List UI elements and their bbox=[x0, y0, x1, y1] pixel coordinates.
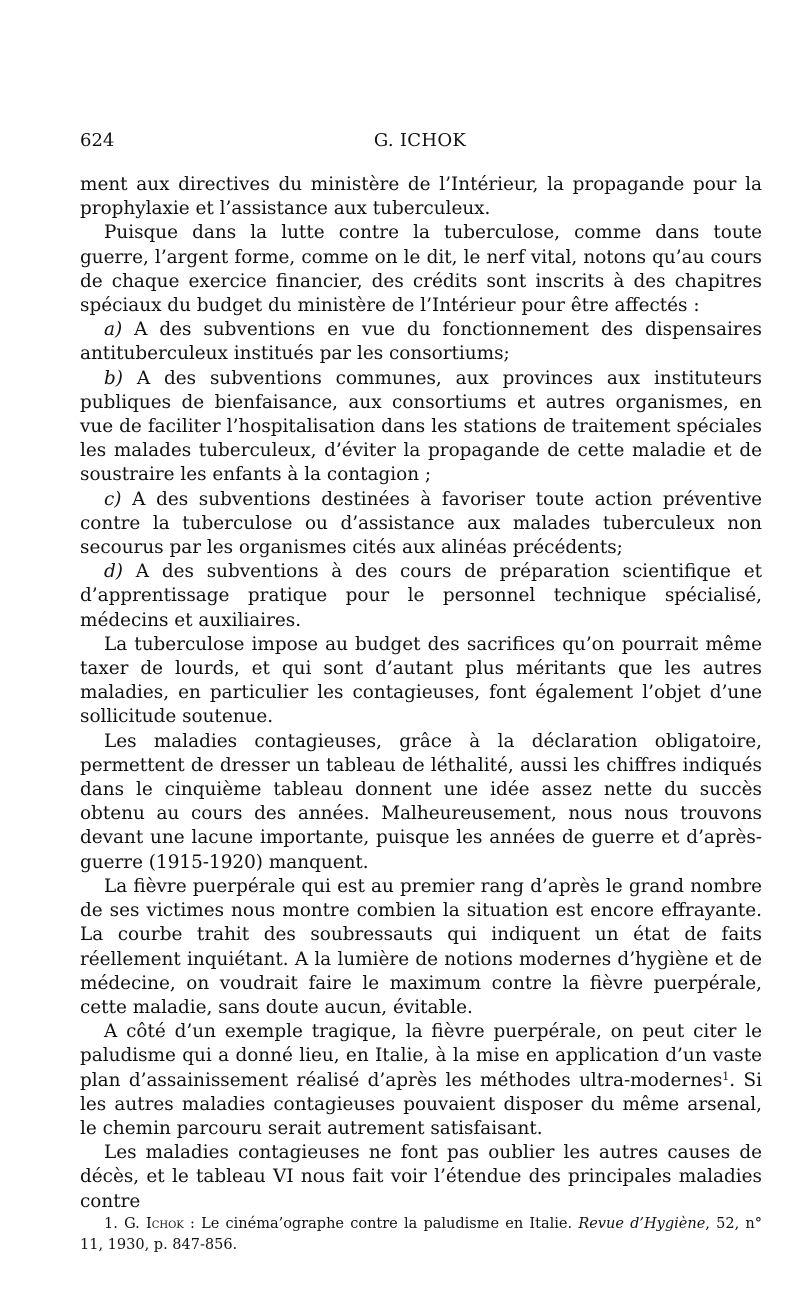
list-text-c: A des subventions destinées à favoriser toute action préventive contre la tuberculose ou d’assistance aux malades tuberculeux non secourus par les organismes cités aux alinéas précédents; bbox=[80, 488, 762, 559]
list-label-a: a) bbox=[104, 319, 123, 341]
list-item-b bbox=[80, 367, 762, 488]
footnote-reference: 1 bbox=[722, 1069, 730, 1083]
paragraph-6 bbox=[80, 1020, 762, 1141]
list-item-d bbox=[80, 560, 762, 633]
list-text-a: A des subventions en vue du fonctionnement des dispensaires antituberculeux institués par les consortiums; bbox=[80, 319, 762, 365]
body-text bbox=[80, 173, 762, 1214]
list-label-b: b) bbox=[104, 367, 123, 389]
list-label-c: c) bbox=[104, 488, 122, 510]
paragraph-4: Les maladies contagieuses, grâce à la déclaration obligatoire, permettent de dresser un tableau de léthalité, aussi les chiffres indiqués dans le cinquième tableau donnent une idée assez nette du succès obtenu au cours des années. Malheureusement, nous nous trouvons devant une lacune importante, puisque les années de guerre et d’après-guerre (1915-1920) manquent. bbox=[80, 730, 762, 873]
footnote bbox=[80, 1214, 762, 1256]
paragraph-6-text: A côté d’un exemple tragique, la fièvre puerpérale, on peut citer le paludisme qui a donné lieu, en Italie, à la mise en application d’un vaste plan d’assainissement réalisé d’après les méthodes ultra-modernes bbox=[80, 1021, 762, 1091]
list-text-b: A des subventions communes, aux provinces aux instituteurs publiques de bienfaisance, aux consortiums et autres organismes, en vue de faciliter l’hospitalisation dans les stations de traitement spéciales les malades tuberculeux, d’éviter la propagande de cette maladie et de soustraire les enfants à la contagion ; bbox=[80, 367, 763, 486]
footnote-author-name: Ichok bbox=[145, 1216, 184, 1232]
list-item-a bbox=[80, 318, 762, 366]
paragraph-7: Les maladies contagieuses ne font pas oublier les autres causes de décès, et le tableau VI nous fait voir l’étendue des principales maladies contre bbox=[80, 1142, 762, 1212]
paragraph-1: ment aux directives du ministère de l’Intérieur, la propagande pour la prophylaxie et l’assistance aux tuberculeux. bbox=[80, 174, 762, 220]
list-label-d: d) bbox=[104, 561, 123, 583]
paragraph-2: Puisque dans la lutte contre la tuberculose, comme dans toute guerre, l’argent forme, comme on le dit, le nerf vital, notons qu’au cours de chaque exercice financier, des crédits sont inscrits à des chapitres spéciaux du budget du ministère de l’Intérieur pour être affectés : bbox=[80, 222, 762, 317]
paragraph-6-text-end: . Si les autres maladies contagieuses pouvaient disposer du même arsenal, le chemin parcouru serait autrement satisfaisant. bbox=[80, 1069, 762, 1139]
footnote-citation: , 52, n° 11, 1930, p. 847-856. bbox=[80, 1216, 762, 1253]
footnote-number: 1. bbox=[104, 1216, 118, 1232]
list-text-d: A des subventions à des cours de préparation scientifique et d’apprentissage pratique pour le personnel technique spécialisé, médecins et auxiliaires. bbox=[80, 561, 762, 631]
footnote-author: G. Ichok bbox=[124, 1216, 184, 1232]
page-header bbox=[80, 130, 760, 156]
page-number: 624 bbox=[80, 130, 115, 151]
list-item-c bbox=[80, 488, 762, 561]
footnote-text: : Le cinéma’ographe contre la paludisme en Italie. bbox=[183, 1216, 579, 1232]
footnote-journal: Revue d’Hygiène bbox=[578, 1216, 706, 1232]
paragraph-3: La tuberculose impose au budget des sacrifices qu’on pourrait même taxer de lourds, et qui sont d’autant plus méritants que les autres maladies, en particulier les contagieuses, font également l’objet d’une sollicitude soutenue. bbox=[80, 633, 762, 728]
running-title: G. ICHOK bbox=[373, 130, 467, 151]
paragraph-5: La fièvre puerpérale qui est au premier rang d’après le grand nombre de ses victimes nous montre combien la situation est encore effrayante. La courbe trahit des soubressauts qui indiquent un état de faits réellement inquiétant. A la lumière de notions modernes d’hygiène et de médecine, on voudrait faire le maximum contre la fièvre puerpérale, cette maladie, sans doute aucun, évitable. bbox=[80, 875, 762, 1018]
